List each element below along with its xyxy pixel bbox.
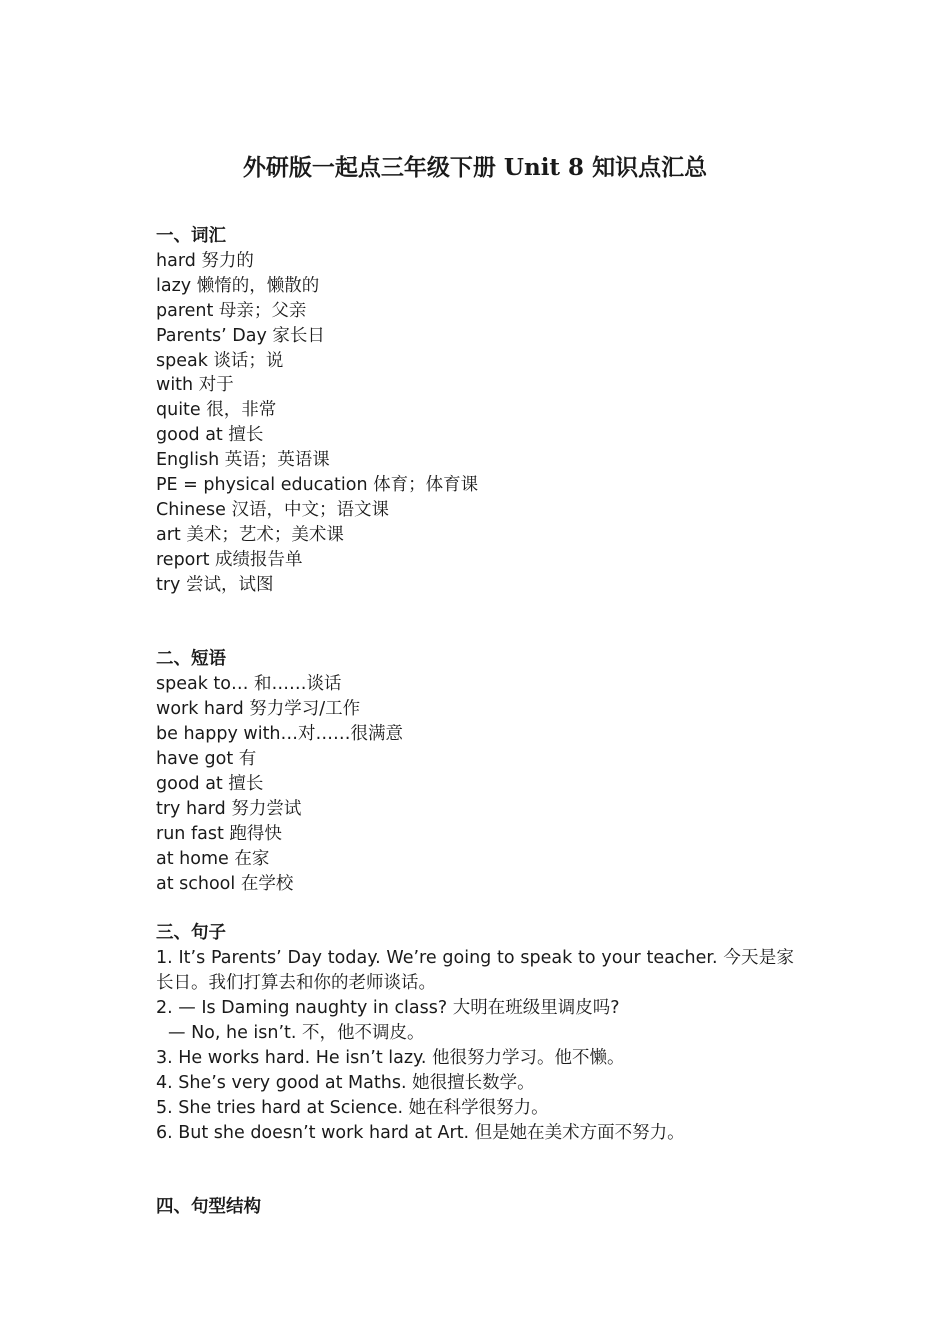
vocab-item: speak 谈话；说	[156, 350, 284, 371]
vocab-heading: 一、词汇	[156, 226, 226, 246]
page-title: 外研版一起点三年级下册 Unit 8 知识点汇总	[242, 154, 708, 181]
phrase-item: at school 在学校	[156, 873, 294, 894]
sentence-2-answer: — No, he isn’t. 不，他不调皮。	[168, 1022, 425, 1043]
vocab-item: parent 母亲；父亲	[156, 300, 307, 321]
phrases-heading: 二、短语	[156, 649, 226, 670]
spacer	[156, 1145, 794, 1170]
phrase-item: at home 在家	[156, 848, 270, 869]
phrase-item: be happy with…对……很满意	[156, 724, 404, 745]
sentence-4: 4. She’s very good at Maths. 她很擅长数学。	[156, 1072, 535, 1093]
vocab-item: Parents’ Day 家长日	[156, 325, 325, 346]
phrase-item: good at 擅长	[156, 773, 264, 794]
vocab-item: Chinese 汉语，中文；语文课	[156, 499, 389, 520]
phrase-item: have got 有	[156, 749, 257, 769]
phrase-item: try hard 努力尝试	[156, 798, 302, 819]
vocab-item: hard 努力的	[156, 250, 254, 271]
vocab-item: English 英语；英语课	[156, 450, 330, 471]
vocab-item: PE = physical education 体育；体育课	[156, 475, 479, 496]
vocab-item: art 美术；艺术；美术课	[156, 524, 344, 545]
sentence-6: 6. But she doesn’t work hard at Art. 但是她在美术方面不努力。	[156, 1122, 685, 1143]
vocab-item: with 对于	[156, 375, 234, 396]
structures-heading: 四、句型结构	[156, 1197, 261, 1218]
spacer	[156, 896, 794, 921]
document-body	[156, 224, 794, 1220]
vocab-item: report 成绩报告单	[156, 549, 303, 570]
sentence-3: 3. He works hard. He isn’t lazy. 他很努力学习。他不懒。	[156, 1047, 625, 1068]
phrase-item: work hard 努力学习/工作	[156, 699, 361, 720]
spacer	[156, 1170, 794, 1195]
vocab-item: quite 很，非常	[156, 400, 277, 421]
phrase-item: speak to… 和……谈话	[156, 674, 342, 695]
vocab-item: try 尝试，试图	[156, 574, 274, 595]
sentence-5: 5. She tries hard at Science. 她在科学很努力。	[156, 1097, 549, 1118]
spacer	[156, 598, 794, 623]
spacer	[156, 622, 794, 647]
sentences-heading: 三、句子	[156, 923, 226, 944]
sentence-2-question: 2. — Is Daming naughty in class? 大明在班级里调皮吗?	[156, 998, 620, 1019]
sentence-1: 1. It’s Parents’ Day today. We’re going to speak to your teacher. 今天是家长日。我们打算去和你的老师谈话。	[156, 948, 794, 994]
vocab-item: lazy 懒惰的，懒散的	[156, 275, 320, 296]
vocab-item: good at 擅长	[156, 425, 264, 446]
phrase-item: run fast 跑得快	[156, 823, 282, 844]
